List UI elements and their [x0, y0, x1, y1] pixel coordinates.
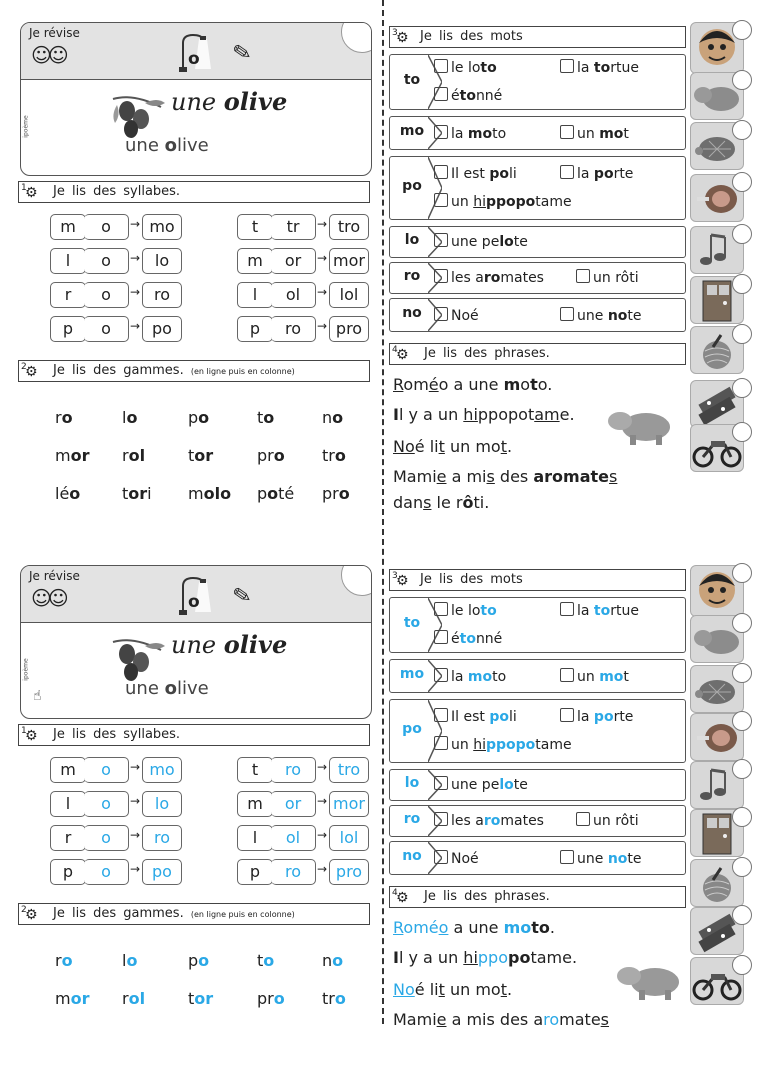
- syllable-puzzle: [237, 859, 369, 885]
- consonant-piece: l: [237, 282, 273, 308]
- vowel-piece: o: [84, 859, 129, 885]
- section-label: Je lis des gammes. (en ligne puis en colonne): [53, 906, 295, 921]
- revise-title: Je révise: [29, 569, 80, 583]
- checkbox[interactable]: [576, 812, 590, 826]
- vowel-piece: o: [84, 757, 129, 783]
- vowel-piece: or: [271, 791, 316, 817]
- phrase-4: Mamie a mis des aromates: [393, 467, 618, 486]
- gamme-word: lo: [122, 951, 138, 970]
- word-option[interactable]: une pelote: [434, 776, 528, 793]
- checkbox[interactable]: [434, 708, 448, 722]
- puzzle-icon: ⚙: [25, 364, 38, 380]
- arrow-icon: →: [317, 217, 328, 231]
- phrase-1: Roméo a une moto.: [393, 375, 553, 394]
- section-label: Je lis des syllabes.: [53, 184, 181, 199]
- mot-row-no: [389, 298, 686, 332]
- answer-circle[interactable]: [732, 20, 752, 40]
- section-syllables-header: [18, 181, 370, 203]
- gamme-word: no: [322, 951, 344, 970]
- section-number: 2: [21, 362, 27, 372]
- word-option[interactable]: un mot: [560, 125, 629, 142]
- arrow-icon: →: [317, 862, 328, 876]
- syllable-tag: ro: [390, 263, 444, 293]
- puzzle-icon: ⚙: [25, 728, 38, 744]
- arrow-icon: →: [317, 319, 328, 333]
- revise-card: [20, 565, 372, 719]
- word-option[interactable]: un mot: [560, 668, 629, 685]
- vowel-piece: o: [84, 316, 129, 342]
- gamme-word: ro: [55, 951, 73, 970]
- print-focus-letter: o: [164, 678, 177, 699]
- arrow-icon: →: [130, 760, 141, 774]
- revise-card: [20, 22, 372, 176]
- puzzle-icon: ⚙: [396, 347, 409, 363]
- vowel-piece: tr: [271, 214, 316, 240]
- section-number: 3: [392, 28, 398, 38]
- olive-icon: [109, 632, 167, 684]
- phrase-2: Il y a un hippopotame.: [393, 948, 578, 967]
- section-number: 3: [392, 571, 398, 581]
- word-option[interactable]: étonné: [434, 87, 502, 104]
- answer-circle[interactable]: [732, 613, 752, 633]
- word-option[interactable]: Noé: [434, 850, 479, 867]
- puzzle-icon: ⚙: [396, 30, 409, 46]
- gamme-word: to: [257, 408, 275, 427]
- consonant-piece: t: [237, 757, 273, 783]
- gamme-word: po: [188, 408, 210, 427]
- syllable-tag: po: [390, 157, 444, 219]
- checkbox[interactable]: [560, 850, 574, 864]
- gamme-word: tor: [188, 446, 214, 465]
- answer-circle[interactable]: [732, 807, 752, 827]
- section-label: Je lis des phrases.: [424, 889, 550, 904]
- section-label: Je lis des mots: [420, 29, 523, 44]
- word-option[interactable]: un hippopotame: [434, 736, 572, 753]
- section-label: Je lis des phrases.: [424, 346, 550, 361]
- cursive-word: [171, 87, 287, 116]
- answer-circle[interactable]: [732, 711, 752, 731]
- syllable-result: po: [142, 316, 182, 342]
- phrase-2: Il y a un hippopotame.: [393, 405, 575, 424]
- section-mots-header: [389, 26, 686, 48]
- word-option[interactable]: une pelote: [434, 233, 528, 250]
- puzzle-icon: ⚙: [396, 890, 409, 906]
- answer-circle[interactable]: [732, 274, 752, 294]
- checkbox[interactable]: [560, 125, 574, 139]
- checkbox[interactable]: [434, 87, 448, 101]
- gamme-word: mor: [55, 446, 90, 465]
- syllable-result: lol: [329, 282, 369, 308]
- checkbox[interactable]: [434, 125, 448, 139]
- word-option[interactable]: Noé: [434, 307, 479, 324]
- answer-circle[interactable]: [732, 905, 752, 925]
- vowel-piece: ro: [271, 859, 316, 885]
- consonant-piece: m: [50, 214, 86, 240]
- mot-row-to: [389, 54, 686, 110]
- syllable-result: mo: [142, 214, 182, 240]
- consonant-piece: l: [50, 791, 86, 817]
- checkbox[interactable]: [434, 602, 448, 616]
- print-word: [125, 678, 209, 699]
- gamme-word: pro: [257, 989, 285, 1008]
- side-credit: ipoème: [22, 658, 30, 681]
- pencil-icon: ✎: [230, 582, 254, 611]
- consonant-piece: p: [50, 859, 86, 885]
- vowel-piece: o: [84, 825, 129, 851]
- word-option[interactable]: la porte: [560, 165, 633, 182]
- consonant-piece: r: [50, 282, 86, 308]
- checkbox[interactable]: [434, 307, 448, 321]
- syllable-tag: mo: [390, 117, 444, 149]
- syllable-result: tro: [329, 214, 369, 240]
- mot-row-lo: [389, 226, 686, 258]
- side-credit: ipoème: [22, 115, 30, 138]
- syllable-puzzle: [50, 825, 182, 851]
- checkbox[interactable]: [560, 668, 574, 682]
- answer-circle[interactable]: [732, 172, 752, 192]
- arrow-icon: →: [130, 319, 141, 333]
- gamme-word: tor: [188, 989, 214, 1008]
- word-option[interactable]: les aromates: [434, 269, 544, 286]
- syllable-puzzle: [50, 791, 182, 817]
- answer-circle[interactable]: [732, 563, 752, 583]
- answer-circle[interactable]: [732, 422, 752, 442]
- arrow-icon: →: [317, 760, 328, 774]
- print-article: une: [125, 135, 165, 156]
- gamme-word: tori: [122, 484, 152, 503]
- arrow-icon: →: [130, 285, 141, 299]
- vowel-piece: ro: [271, 757, 316, 783]
- phrase-3: Noé lit un mot.: [393, 437, 513, 456]
- syllable-tag: to: [390, 55, 444, 109]
- hand-icon: ☝: [33, 688, 42, 704]
- syllable-puzzle: [50, 757, 182, 783]
- syllable-puzzle: [237, 248, 369, 274]
- gamme-word: pro: [257, 446, 285, 465]
- syllable-result: ro: [142, 282, 182, 308]
- mot-row-ro: [389, 805, 686, 837]
- consonant-piece: t: [237, 214, 273, 240]
- gamme-word: poté: [257, 484, 295, 503]
- syllable-result: pro: [329, 316, 369, 342]
- puzzle-icon: ⚙: [25, 907, 38, 923]
- gamme-word: rol: [122, 989, 146, 1008]
- checkbox[interactable]: [434, 193, 448, 207]
- arrow-icon: →: [130, 794, 141, 808]
- word-option[interactable]: Il est poli: [434, 708, 517, 725]
- syllable-tag: lo: [390, 770, 444, 800]
- checkbox[interactable]: [434, 59, 448, 73]
- vowel-piece: o: [84, 791, 129, 817]
- consonant-piece: r: [50, 825, 86, 851]
- arrow-icon: →: [130, 217, 141, 231]
- cursive-word: [171, 630, 287, 659]
- checkbox[interactable]: [434, 233, 448, 247]
- checkbox[interactable]: [576, 269, 590, 283]
- gamme-word: tro: [322, 989, 346, 1008]
- vowel-piece: ol: [271, 282, 316, 308]
- consonant-piece: p: [237, 859, 273, 885]
- vowel-piece: o: [84, 282, 129, 308]
- revise-letter: o: [188, 592, 200, 612]
- section-number: 1: [21, 726, 27, 736]
- mot-row-ro: [389, 262, 686, 294]
- consonant-piece: l: [50, 248, 86, 274]
- print-article: une: [125, 678, 165, 699]
- section-label: Je lis des gammes. (en ligne puis en colonne): [53, 363, 295, 378]
- gamme-word: mor: [55, 989, 90, 1008]
- syllable-result: pro: [329, 859, 369, 885]
- section-number: 2: [21, 905, 27, 915]
- word-option[interactable]: un rôti: [576, 812, 639, 829]
- syllable-tag: no: [390, 299, 444, 331]
- gamme-word: no: [322, 408, 344, 427]
- answer-circle[interactable]: [732, 70, 752, 90]
- gamme-word: lo: [122, 408, 138, 427]
- syllable-result: ro: [142, 825, 182, 851]
- arrow-icon: →: [130, 251, 141, 265]
- answer-circle[interactable]: [732, 663, 752, 683]
- syllable-puzzle: [50, 282, 182, 308]
- arrow-icon: →: [317, 251, 328, 265]
- mot-row-po: [389, 699, 686, 763]
- word-option[interactable]: une note: [560, 850, 642, 867]
- phrase-5: dans le rôti.: [393, 493, 490, 512]
- section-number: 4: [392, 345, 398, 355]
- section-number: 4: [392, 888, 398, 898]
- word-option[interactable]: la moto: [434, 125, 506, 142]
- checkbox[interactable]: [434, 668, 448, 682]
- pencil-icon: ✎: [230, 39, 254, 68]
- hippo-drawing: [615, 960, 683, 1002]
- print-focus-letter: o: [164, 135, 177, 156]
- syllable-tag: no: [390, 842, 444, 874]
- word-option[interactable]: la moto: [434, 668, 506, 685]
- vowel-piece: or: [271, 248, 316, 274]
- gamme-word: tro: [322, 446, 346, 465]
- section-phrases-header: [389, 886, 686, 908]
- word-option[interactable]: une note: [560, 307, 642, 324]
- hippo-drawing: [606, 405, 674, 447]
- checkbox[interactable]: [560, 59, 574, 73]
- checkbox[interactable]: [560, 307, 574, 321]
- syllable-result: lol: [329, 825, 369, 851]
- answer-circle[interactable]: [732, 324, 752, 344]
- checkbox[interactable]: [434, 812, 448, 826]
- cursive-article: une: [171, 88, 217, 116]
- checkbox[interactable]: [560, 602, 574, 616]
- section-phrases-header: [389, 343, 686, 365]
- mot-row-mo: [389, 116, 686, 150]
- section-number: 1: [21, 183, 27, 193]
- cursive-noun: olive: [223, 87, 288, 116]
- consonant-piece: p: [50, 316, 86, 342]
- syllable-result: po: [142, 859, 182, 885]
- word-option[interactable]: la porte: [560, 708, 633, 725]
- syllable-puzzle: [50, 248, 182, 274]
- arrow-icon: →: [130, 828, 141, 842]
- gamme-word: pro: [322, 484, 350, 503]
- checkbox[interactable]: [434, 630, 448, 644]
- gamme-word: ro: [55, 408, 73, 427]
- syllable-tag: to: [390, 598, 444, 652]
- syllable-puzzle: [50, 859, 182, 885]
- phrase-3: Noé lit un mot.: [393, 980, 513, 999]
- consonant-piece: p: [237, 316, 273, 342]
- syllable-tag: lo: [390, 227, 444, 257]
- vowel-piece: o: [84, 248, 129, 274]
- olive-icon: [109, 89, 167, 141]
- print-rest: live: [177, 678, 209, 699]
- syllable-puzzle: [50, 316, 182, 342]
- section-label: Je lis des mots: [420, 572, 523, 587]
- syllable-puzzle: [237, 316, 369, 342]
- syllable-tag: ro: [390, 806, 444, 836]
- mot-row-no: [389, 841, 686, 875]
- checkbox[interactable]: [434, 736, 448, 750]
- word-option[interactable]: le loto: [434, 59, 497, 76]
- syllable-result: lo: [142, 791, 182, 817]
- arrow-icon: →: [130, 862, 141, 876]
- checkbox[interactable]: [434, 776, 448, 790]
- arrow-icon: →: [317, 828, 328, 842]
- syllable-result: lo: [142, 248, 182, 274]
- answer-circle[interactable]: [732, 955, 752, 975]
- consonant-piece: l: [237, 825, 273, 851]
- section-gammes-header: [18, 903, 370, 925]
- section-gammes-header: [18, 360, 370, 382]
- syllable-puzzle: [237, 214, 369, 240]
- worksheet-bottom: [0, 543, 768, 1086]
- gamme-word: po: [188, 951, 210, 970]
- checkbox[interactable]: [434, 850, 448, 864]
- word-option[interactable]: le loto: [434, 602, 497, 619]
- syllable-puzzle: [50, 214, 182, 240]
- word-option[interactable]: la tortue: [560, 602, 639, 619]
- arrow-icon: →: [317, 285, 328, 299]
- vowel-piece: ro: [271, 316, 316, 342]
- gamme-word: molo: [188, 484, 232, 503]
- vowel-piece: o: [84, 214, 129, 240]
- syllable-result: mo: [142, 757, 182, 783]
- answer-circle[interactable]: [732, 120, 752, 140]
- syllable-puzzle: [237, 757, 369, 783]
- syllable-puzzle: [237, 791, 369, 817]
- arrow-icon: →: [317, 794, 328, 808]
- revise-letter: o: [188, 49, 200, 69]
- gamme-word: to: [257, 951, 275, 970]
- syllable-tag: mo: [390, 660, 444, 692]
- puzzle-icon: ⚙: [396, 573, 409, 589]
- syllable-tag: po: [390, 700, 444, 762]
- cursive-noun: olive: [223, 630, 288, 659]
- word-option[interactable]: un hippopotame: [434, 193, 572, 210]
- checkbox[interactable]: [560, 165, 574, 179]
- answer-circle[interactable]: [732, 857, 752, 877]
- consonant-piece: m: [237, 791, 273, 817]
- vowel-piece: ol: [271, 825, 316, 851]
- mot-row-mo: [389, 659, 686, 693]
- puzzle-icon: ⚙: [25, 185, 38, 201]
- mot-row-to: [389, 597, 686, 653]
- gamme-word: rol: [122, 446, 146, 465]
- answer-circle[interactable]: [732, 759, 752, 779]
- syllable-puzzle: [237, 282, 369, 308]
- word-option[interactable]: un rôti: [576, 269, 639, 286]
- consonant-piece: m: [237, 248, 273, 274]
- word-option[interactable]: les aromates: [434, 812, 544, 829]
- kids-icon: ☺☺: [31, 586, 65, 610]
- phrase-4: Mamie a mis des aromates: [393, 1010, 610, 1029]
- revise-title: Je révise: [29, 26, 80, 40]
- syllable-result: tro: [329, 757, 369, 783]
- cursive-article: une: [171, 631, 217, 659]
- mot-row-lo: [389, 769, 686, 801]
- checkbox[interactable]: [560, 708, 574, 722]
- section-label: Je lis des syllabes.: [53, 727, 181, 742]
- kids-icon: ☺☺: [31, 43, 65, 67]
- word-option[interactable]: Il est poli: [434, 165, 517, 182]
- print-word: [125, 135, 209, 156]
- checkbox[interactable]: [434, 269, 448, 283]
- syllable-result: mor: [329, 791, 369, 817]
- word-option[interactable]: la tortue: [560, 59, 639, 76]
- word-option[interactable]: étonné: [434, 630, 502, 647]
- print-rest: live: [177, 135, 209, 156]
- answer-circle[interactable]: [732, 224, 752, 244]
- answer-circle[interactable]: [732, 378, 752, 398]
- gamme-word: léo: [55, 484, 81, 503]
- section-mots-header: [389, 569, 686, 591]
- mot-row-po: [389, 156, 686, 220]
- syllable-result: mor: [329, 248, 369, 274]
- section-syllables-header: [18, 724, 370, 746]
- syllable-puzzle: [237, 825, 369, 851]
- checkbox[interactable]: [434, 165, 448, 179]
- consonant-piece: m: [50, 757, 86, 783]
- phrase-1: Roméo a une moto.: [393, 918, 556, 937]
